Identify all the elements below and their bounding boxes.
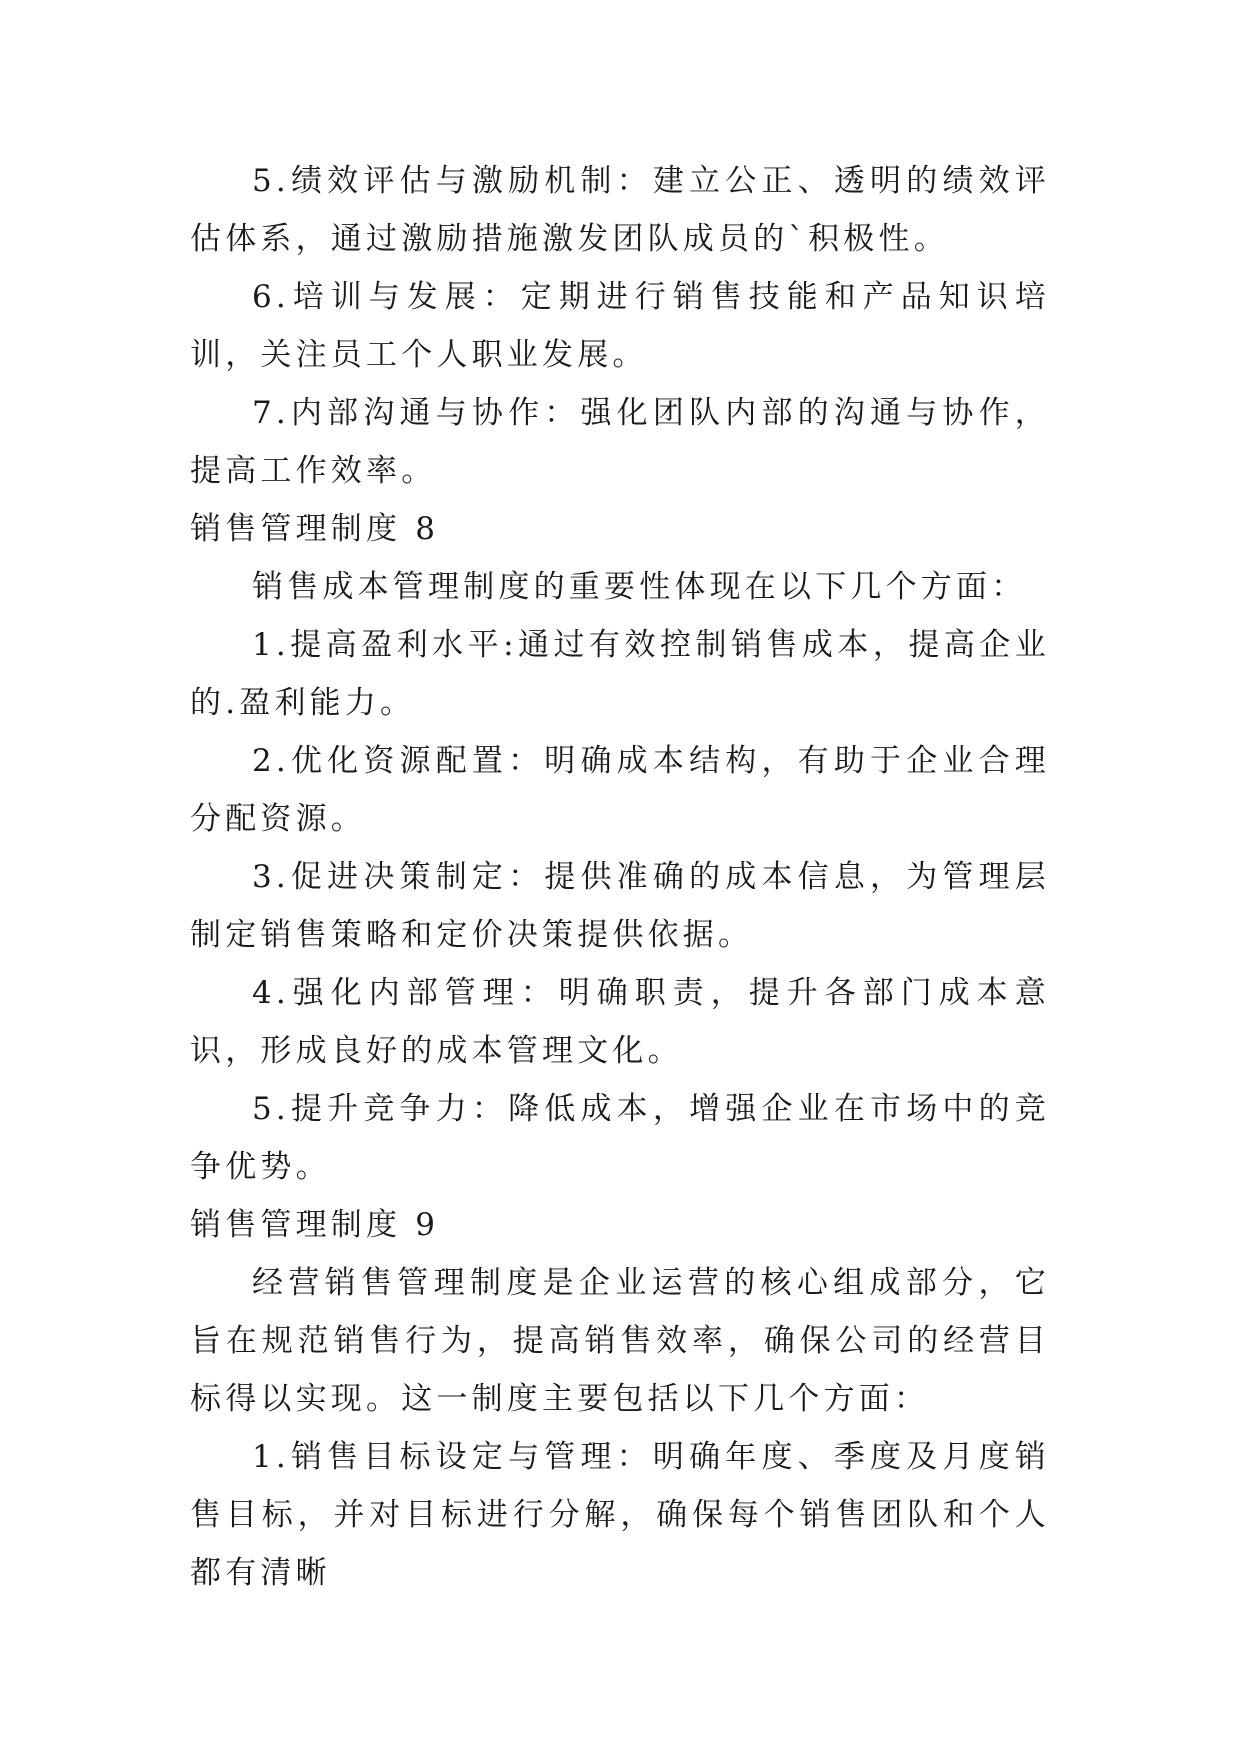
paragraph-internal-communication: 7.内部沟通与协作：强化团队内部的沟通与协作，提高工作效率。 <box>190 395 1050 489</box>
paragraph-performance-incentive: 5.绩效评估与激励机制：建立公正、透明的绩效评估体系，通过激励措施激发团队成员的`积极性。 <box>190 163 1050 257</box>
paragraph-competitiveness: 5.提升竞争力：降低成本，增强企业在市场中的竞争优势。 <box>190 1091 1050 1185</box>
paragraph-training-development: 6.培训与发展：定期进行销售技能和产品知识培训，关注员工个人职业发展。 <box>190 279 1050 373</box>
paragraph-sales-system-intro: 经营销售管理制度是企业运营的核心组成部分，它旨在规范销售行为，提高销售效率，确保公司的经营目标得以实现。这一制度主要包括以下几个方面： <box>190 1265 1050 1417</box>
paragraph-resource-allocation: 2.优化资源配置：明确成本结构，有助于企业合理分配资源。 <box>190 743 1050 837</box>
section-heading-8: 销售管理制度 8 <box>190 511 440 547</box>
paragraph-decision-making: 3.促进决策制定：提供准确的成本信息，为管理层制定销售策略和定价决策提供依据。 <box>190 859 1050 953</box>
section-heading-9: 销售管理制度 9 <box>190 1207 440 1243</box>
paragraph-profitability: 1.提高盈利水平:通过有效控制销售成本，提高企业的.盈利能力。 <box>190 627 1050 721</box>
paragraph-internal-management: 4.强化内部管理：明确职责，提升各部门成本意识，形成良好的成本管理文化。 <box>190 975 1050 1069</box>
document-page <box>190 152 1050 1602</box>
paragraph-cost-importance-intro: 销售成本管理制度的重要性体现在以下几个方面： <box>252 569 1027 605</box>
paragraph-sales-target: 1.销售目标设定与管理：明确年度、季度及月度销售目标，并对目标进行分解，确保每个销售团队和个人都有清晰 <box>190 1439 1050 1591</box>
